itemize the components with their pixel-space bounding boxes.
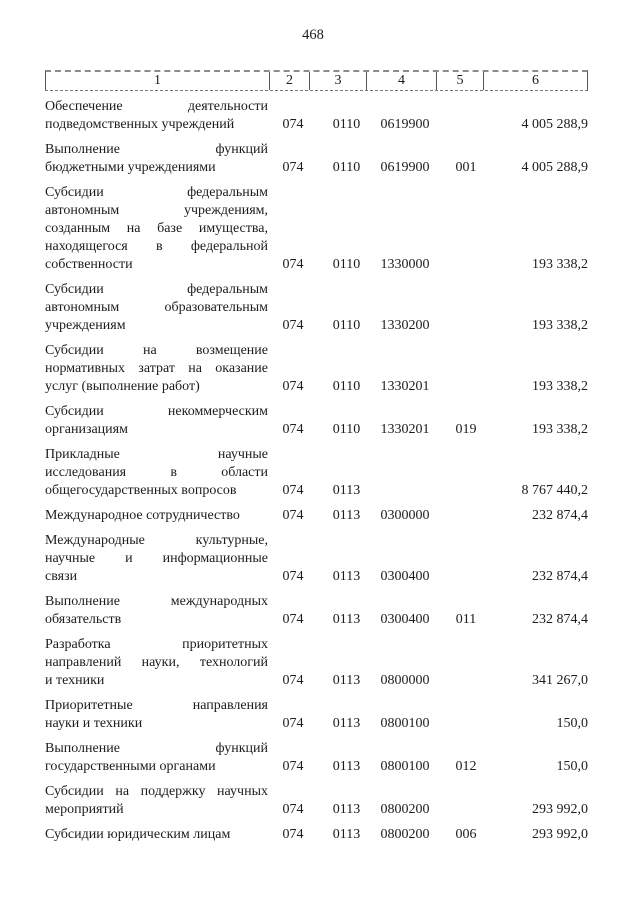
row-value-col6: 232 874,4 bbox=[532, 569, 588, 584]
table-row bbox=[45, 636, 588, 690]
row-value-col2: 074 bbox=[282, 483, 304, 498]
row-value-col6: 232 874,4 bbox=[532, 612, 588, 627]
row-value-col4: 0300400 bbox=[380, 612, 430, 627]
row-value-col2: 074 bbox=[282, 318, 304, 333]
row-value-col6: 293 992,0 bbox=[532, 827, 588, 842]
row-value-col2: 074 bbox=[282, 379, 304, 394]
row-value-col6: 293 992,0 bbox=[532, 802, 588, 817]
header-cell-2: 2 bbox=[269, 72, 309, 90]
row-value-col3: 0113 bbox=[332, 827, 361, 842]
row-label-line: находящегося в федеральной bbox=[45, 239, 268, 254]
row-value-col4: 0619900 bbox=[380, 117, 430, 132]
row-value-col5: 011 bbox=[455, 612, 477, 627]
row-value-col3: 0110 bbox=[332, 117, 361, 132]
row-label-line: государственными органами bbox=[45, 759, 216, 774]
row-label bbox=[45, 593, 268, 629]
row-label-line: Разработка приоритетных bbox=[45, 637, 268, 652]
row-label-line: автономным учреждениям, bbox=[45, 203, 268, 218]
table-body bbox=[45, 98, 588, 844]
table-row bbox=[45, 98, 588, 134]
row-label-line: обязательств bbox=[45, 612, 122, 627]
row-value-col3: 0110 bbox=[332, 379, 361, 394]
row-label bbox=[45, 141, 268, 177]
row-value-col3: 0110 bbox=[332, 257, 361, 272]
row-value-col4: 0800200 bbox=[380, 827, 430, 842]
row-value-col6: 150,0 bbox=[556, 759, 588, 774]
row-label bbox=[45, 740, 268, 776]
row-label-line: и техники bbox=[45, 673, 105, 688]
row-value-col2: 074 bbox=[282, 160, 304, 175]
table-row bbox=[45, 184, 588, 274]
row-label bbox=[45, 783, 268, 819]
row-value-col6: 193 338,2 bbox=[532, 257, 588, 272]
row-value-col4: 0800200 bbox=[380, 802, 430, 817]
row-label-line: Обеспечение деятельности bbox=[45, 99, 268, 114]
row-label bbox=[45, 826, 268, 844]
table-row bbox=[45, 446, 588, 500]
row-value-col6: 341 267,0 bbox=[532, 673, 588, 688]
row-label-line: Международные культурные, bbox=[45, 533, 268, 548]
row-label bbox=[45, 532, 268, 586]
row-label-line: организациям bbox=[45, 422, 128, 437]
table-row bbox=[45, 740, 588, 776]
row-value-col4: 0800100 bbox=[380, 759, 430, 774]
row-value-col3: 0113 bbox=[332, 802, 361, 817]
table-row bbox=[45, 507, 588, 525]
row-label bbox=[45, 184, 268, 274]
table-row bbox=[45, 826, 588, 844]
row-label-line: Выполнение функций bbox=[45, 142, 268, 157]
row-label bbox=[45, 507, 268, 525]
row-value-col5: 001 bbox=[455, 160, 477, 175]
row-label bbox=[45, 342, 268, 396]
row-label-line: услуг (выполнение работ) bbox=[45, 379, 200, 394]
row-label-line: Субсидии федеральным bbox=[45, 282, 268, 297]
row-value-col2: 074 bbox=[282, 759, 304, 774]
row-value-col6: 193 338,2 bbox=[532, 422, 588, 437]
row-label-line: собственности bbox=[45, 257, 133, 272]
row-value-col4: 1330000 bbox=[380, 257, 430, 272]
row-value-col4: 1330201 bbox=[380, 422, 430, 437]
row-value-col3: 0110 bbox=[332, 160, 361, 175]
row-label-line: Выполнение международных bbox=[45, 594, 268, 609]
row-label-line: учреждениям bbox=[45, 318, 126, 333]
row-value-col5: 012 bbox=[455, 759, 477, 774]
row-label-line: Прикладные научные bbox=[45, 447, 268, 462]
header-cell-3: 3 bbox=[309, 72, 366, 90]
row-label bbox=[45, 636, 268, 690]
row-label-line: созданным на базе имущества, bbox=[45, 221, 268, 236]
row-value-col6: 193 338,2 bbox=[532, 379, 588, 394]
row-label-line: Субсидии на возмещение bbox=[45, 343, 268, 358]
table-row bbox=[45, 783, 588, 819]
row-value-col4: 0619900 bbox=[380, 160, 430, 175]
row-value-col3: 0110 bbox=[332, 422, 361, 437]
row-value-col4: 0300000 bbox=[380, 508, 430, 523]
row-value-col2: 074 bbox=[282, 257, 304, 272]
row-label-line: Приоритетные направления bbox=[45, 698, 268, 713]
table-row bbox=[45, 532, 588, 586]
row-value-col2: 074 bbox=[282, 508, 304, 523]
row-value-col2: 074 bbox=[282, 612, 304, 627]
page-number: 468 bbox=[302, 27, 324, 43]
row-label-line: подведомственных учреждений bbox=[45, 117, 235, 132]
row-value-col6: 150,0 bbox=[556, 716, 588, 731]
header-cell-6: 6 bbox=[483, 72, 587, 90]
row-value-col4: 1330200 bbox=[380, 318, 430, 333]
row-value-col4: 0300400 bbox=[380, 569, 430, 584]
row-value-col6: 232 874,4 bbox=[532, 508, 588, 523]
row-value-col3: 0113 bbox=[332, 759, 361, 774]
table-row bbox=[45, 593, 588, 629]
row-label-line: связи bbox=[45, 569, 78, 584]
row-label bbox=[45, 403, 268, 439]
row-label bbox=[45, 98, 268, 134]
row-value-col6: 4 005 288,9 bbox=[521, 160, 588, 175]
row-value-col2: 074 bbox=[282, 802, 304, 817]
row-value-col5: 019 bbox=[455, 422, 477, 437]
row-label-line: Выполнение функций bbox=[45, 741, 268, 756]
row-value-col2: 074 bbox=[282, 673, 304, 688]
row-value-col5: 006 bbox=[455, 827, 477, 842]
row-value-col2: 074 bbox=[282, 117, 304, 132]
row-value-col6: 4 005 288,9 bbox=[521, 117, 588, 132]
row-label-line: науки и техники bbox=[45, 716, 143, 731]
row-label-line: направлений науки, технологий bbox=[45, 655, 268, 670]
row-label bbox=[45, 446, 268, 500]
table-row bbox=[45, 697, 588, 733]
row-label-line: автономным образовательным bbox=[45, 300, 268, 315]
table-row bbox=[45, 342, 588, 396]
row-value-col4: 0800000 bbox=[380, 673, 430, 688]
table-row bbox=[45, 141, 588, 177]
row-value-col6: 8 767 440,2 bbox=[521, 483, 588, 498]
row-value-col3: 0113 bbox=[332, 612, 361, 627]
row-value-col2: 074 bbox=[282, 422, 304, 437]
row-label-line: научные и информационные bbox=[45, 551, 268, 566]
row-label-line: Субсидии федеральным bbox=[45, 185, 268, 200]
table-row bbox=[45, 281, 588, 335]
header-cell-4: 4 bbox=[366, 72, 436, 90]
row-label bbox=[45, 697, 268, 733]
row-label-line: исследования в области bbox=[45, 465, 268, 480]
header-cell-5: 5 bbox=[436, 72, 483, 90]
row-value-col3: 0113 bbox=[332, 508, 361, 523]
row-value-col2: 074 bbox=[282, 827, 304, 842]
row-label-line: Субсидии некоммерческим bbox=[45, 404, 268, 419]
row-value-col2: 074 bbox=[282, 716, 304, 731]
row-value-col3: 0113 bbox=[332, 483, 361, 498]
row-label-line: Субсидии юридическим лицам bbox=[45, 827, 231, 842]
budget-table bbox=[45, 70, 588, 851]
row-value-col2: 074 bbox=[282, 569, 304, 584]
row-label-line: бюджетными учреждениями bbox=[45, 160, 216, 175]
row-value-col4: 1330201 bbox=[380, 379, 430, 394]
table-row bbox=[45, 403, 588, 439]
row-label bbox=[45, 281, 268, 335]
row-value-col3: 0110 bbox=[332, 318, 361, 333]
row-label-line: Субсидии на поддержку научных bbox=[45, 784, 268, 799]
row-label-line: нормативных затрат на оказание bbox=[45, 361, 268, 376]
header-cell-1: 1 bbox=[154, 73, 161, 88]
row-value-col3: 0113 bbox=[332, 673, 361, 688]
table-header-row bbox=[45, 70, 588, 91]
row-value-col3: 0113 bbox=[332, 569, 361, 584]
row-label-line: общегосударственных вопросов bbox=[45, 483, 237, 498]
row-value-col6: 193 338,2 bbox=[532, 318, 588, 333]
row-label-line: мероприятий bbox=[45, 802, 124, 817]
row-value-col3: 0113 bbox=[332, 716, 361, 731]
row-label-line: Международное сотрудничество bbox=[45, 508, 240, 523]
row-value-col4: 0800100 bbox=[380, 716, 430, 731]
